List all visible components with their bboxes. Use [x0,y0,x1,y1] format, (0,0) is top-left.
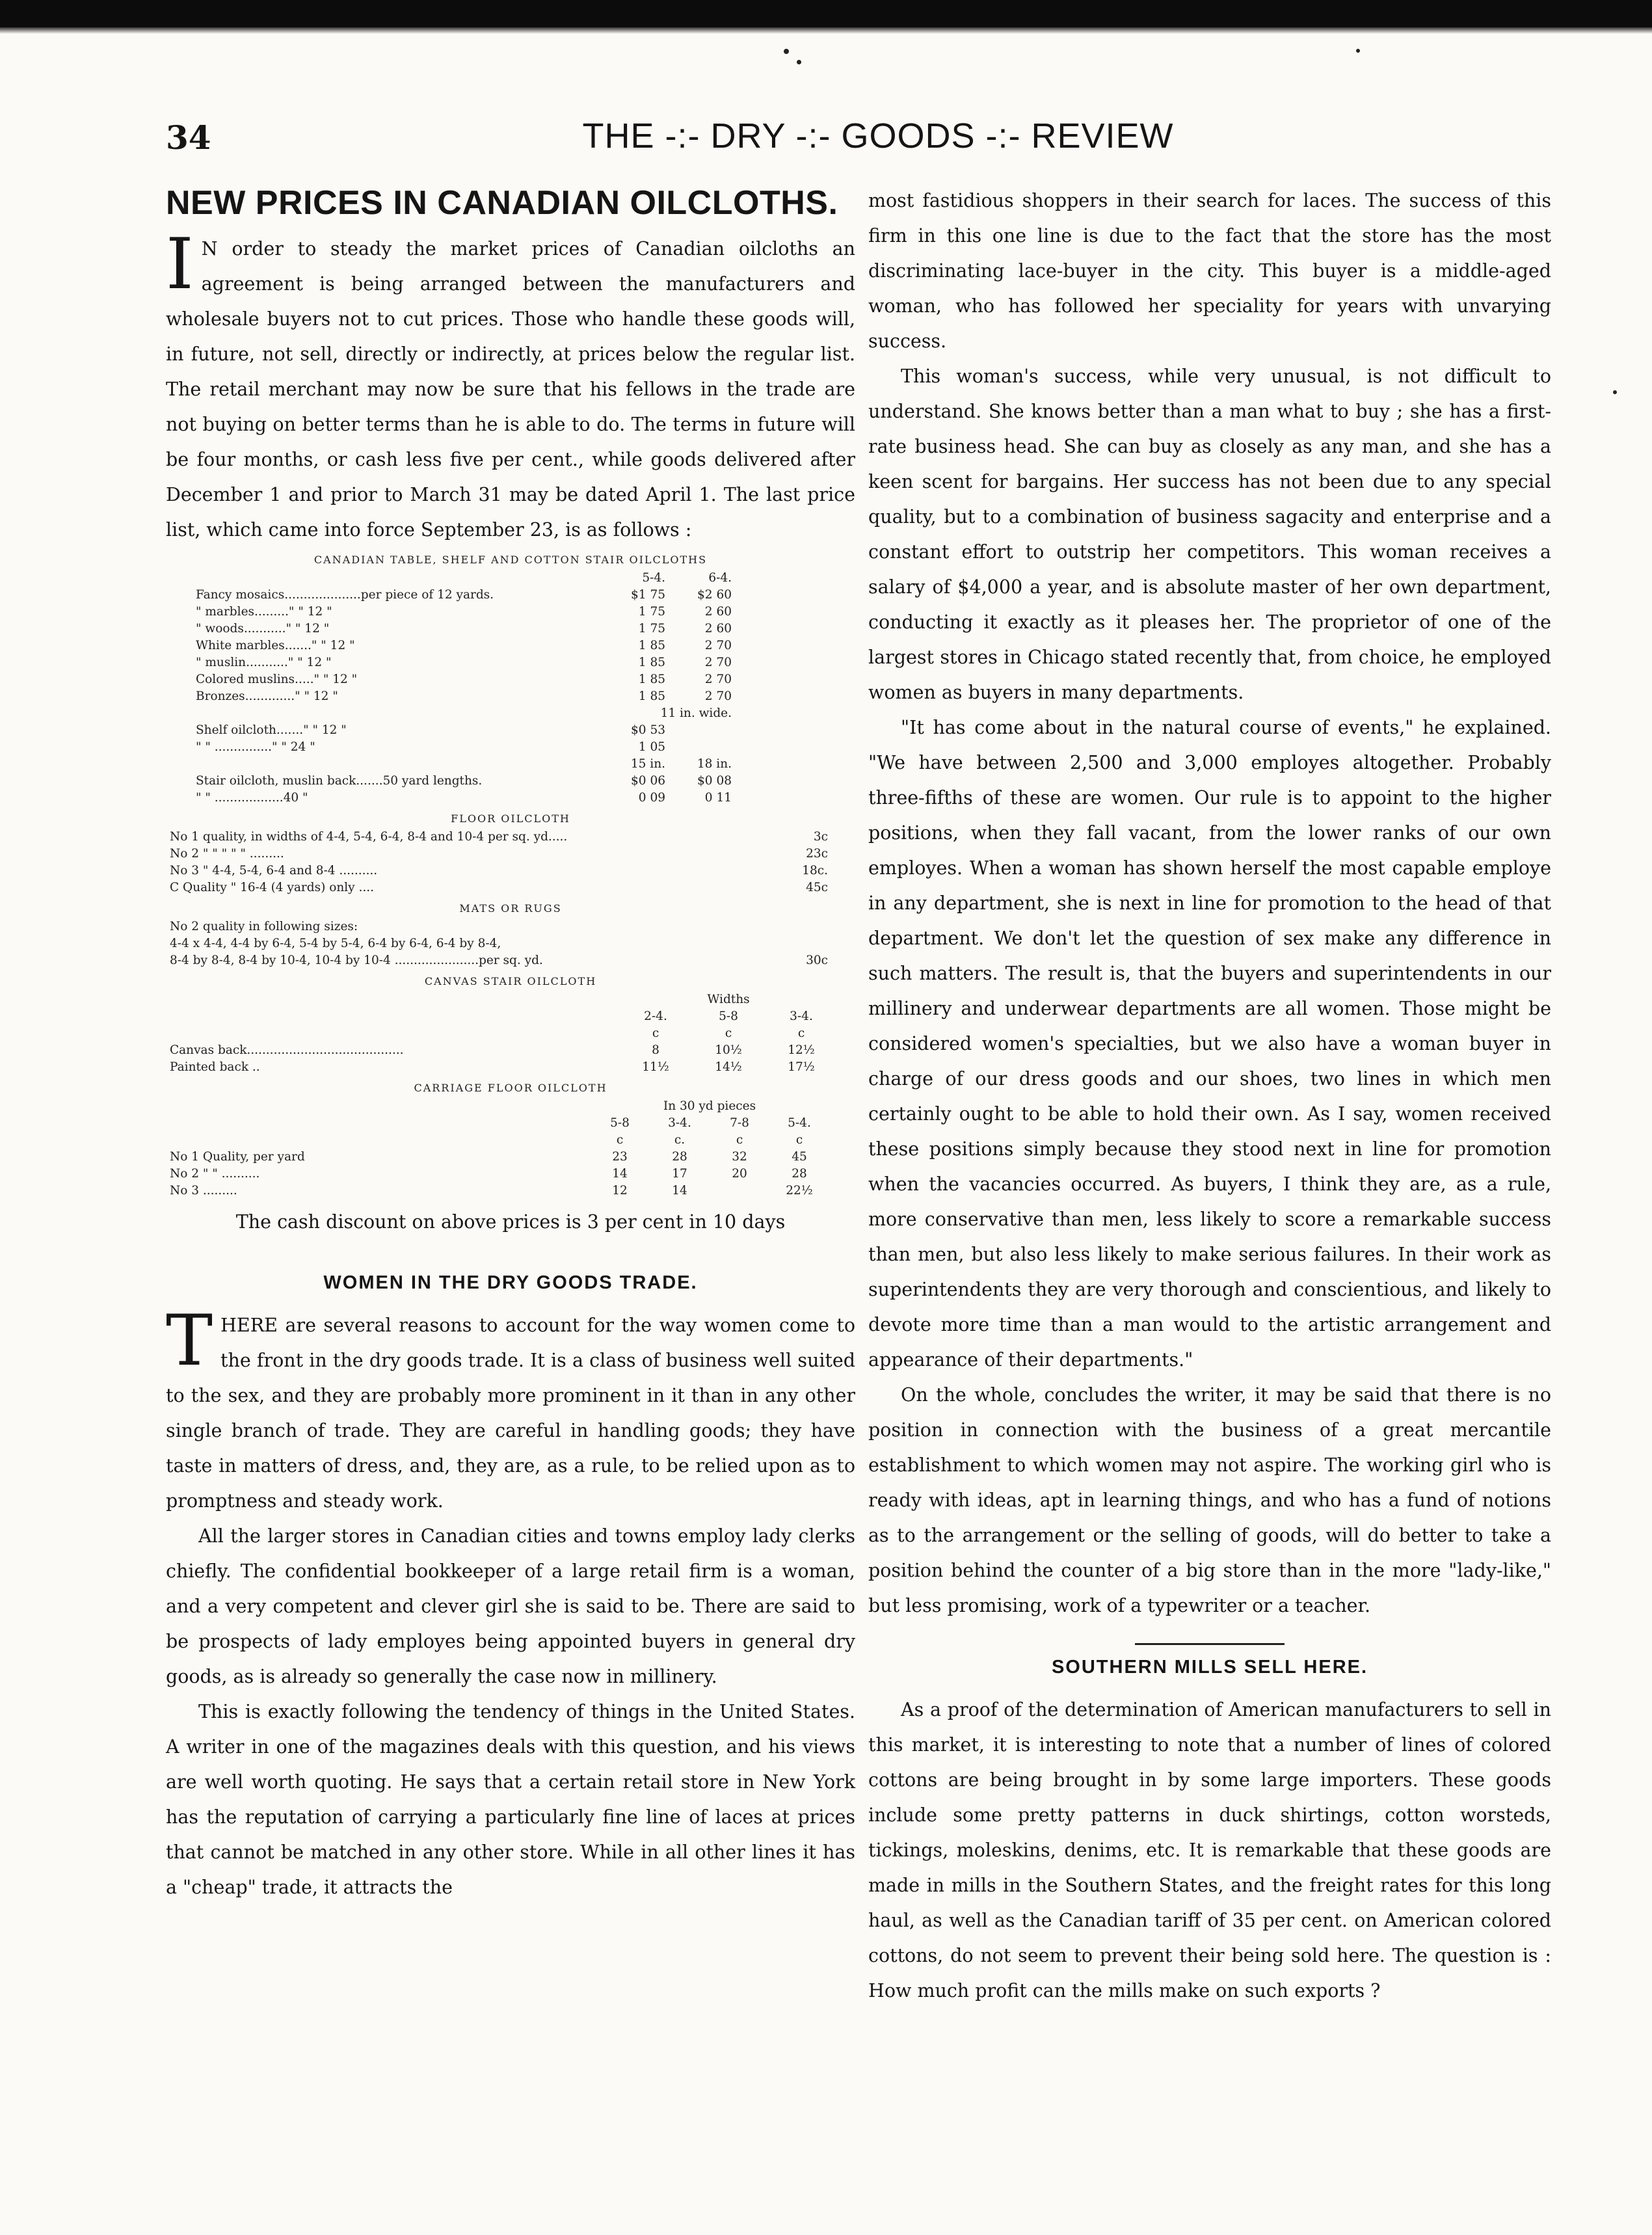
table-cell: 2 60 [704,605,732,619]
table-row [166,952,832,969]
table-cell: 23c [806,847,828,861]
table-cell: 0 11 [704,791,732,805]
southern-mills-paragraph: As a proof of the determination of American manufacturers to sell in this market, it is interesting to note that a number of lines of colored cottons are being brought in by some large importers. These goods include some pretty patterns in duck shirtings, cotton worsteds, tickings, moleskins, denims, etc. It is remarkable that these goods are made in mills in the Southern States, and the freight rates for this long haul, as well as the Canadian tariff of 35 per cent. on American colored cottons, do not seem to prevent their being sold here. The question is : How much profit can the mills make on such exports ? [868,1699,1551,2001]
article-headline-oilcloths: NEW PRICES IN CANADIAN OILCLOTHS. [166,184,838,222]
table-cell: 0 09 [638,791,665,805]
table-head-cell: 7-8 [730,1116,749,1130]
oilcloths-intro-paragraph [166,224,855,548]
table-row [192,654,736,671]
table-cell: 23 [612,1150,628,1164]
table-floor-oilcloth [166,829,832,896]
table-cell: 1 85 [638,673,665,686]
table-head-cell: c [736,1133,743,1147]
table-head-cell: c [725,1026,732,1040]
table-cell: 14½ [715,1060,742,1074]
table-head-cell: In 30 yd pieces [663,1099,756,1113]
table-cell: C Quality " 16-4 (4 yards) only .... [170,881,375,894]
table-cell: 12 [612,1184,628,1198]
table-cell: $0 08 [697,774,732,788]
table-cell: No 1 Quality, per yard [170,1150,305,1164]
table-head-cell: c [797,1026,805,1040]
table-row [166,1042,834,1059]
table-shelf-stair-oilcloths [192,570,736,807]
table-head-row [192,756,736,773]
table-head-cell: 5-8 [610,1116,630,1130]
women-paragraph-6: "It has come about in the natural course of events," he explained. "We have between 2,500 and 3,000 employes altogether. Probably three-fifths of these are women. Our rule is to appoint to the higher positions, when they fall vacant, from the lower ranks of our own employes. When a woman has shown herself the most capable employe in any department, she is next in line for promotion to the head of that department. We don't let the question of sex make any difference in such matters. The result is, that the buyers and superintendents in our millinery and underwear departments are all women. Those might be considered women's specialties, but we also have a woman buyer in charge of our dress goods and our shoes, two lines in which men certainly ought to be able to hold their own. As I say, women received these positions simply because they stood next in line for promotion when the vacancies occurred. As buyers, I think they are, as a rule, more conservative than men, less likely to score a remarkable success than men, but also less likely to make serious failures. In their work as superintendents they are very thorough and conscientious, and likely to devote more time than a man would to the artistic arrangement and appearance of their departments." [868,717,1551,1371]
table-head-cell [166,1008,622,1025]
table-cell: 22½ [786,1184,813,1198]
table-head-cell [166,1115,590,1132]
drop-cap-i: I [166,224,194,305]
table-cell: No 3 " 4-4, 5-4, 6-4 and 8-4 .......... [170,864,378,877]
table-note-row [192,705,736,722]
table-cell: Colored muslins....." " 12 " [196,673,358,686]
scan-speck [1613,390,1617,394]
table-title-floor: FLOOR OILCLOTH [451,812,570,825]
table-title-canvas: CANVAS STAIR OILCLOTH [424,975,597,987]
table-cell: 14 [672,1184,687,1198]
table-cell: No 2 quality in following sizes: [170,920,358,933]
table-cell: 10½ [715,1043,742,1057]
table-head-cell: 5-4. [788,1116,811,1130]
table-title-carriage: CARRIAGE FLOOR OILCLOTH [414,1082,607,1094]
table-cell: No 1 quality, in widths of 4-4, 5-4, 6-4, 8-4 and 10-4 per sq. yd..... [170,830,568,844]
table-row [166,1059,834,1076]
women-paragraph-7: On the whole, concludes the writer, it may be said that there is no position in connection with the business of a great mercantile establishment to which women may not aspire. The working girl who is ready with ideas, apt in learning things, and who has a fund of notions as to the arrangement or the selling of goods, will do better to take a position behind the counter of a big store than in the more "lady-like," but less promising, work of a typewriter or a teacher. [868,1384,1551,1616]
table-row [192,739,736,756]
table-cell: 2 70 [704,689,732,703]
table-cell: $2 60 [697,588,732,602]
table-cell: 17½ [788,1060,815,1074]
table-row [192,688,736,705]
right-column [868,183,1551,2009]
article-headline-women: WOMEN IN THE DRY GOODS TRADE. [323,1272,698,1293]
oilcloths-intro-text: N order to steady the market prices of Canadian oilcloths an agreement is being arranged between the manufacturers and wholesale buyers not to cut prices. Those who handle these goods will, in future, not sell, directly or indirectly, at prices below the regular list. The retail merchant may now be sure that his fellows in the trade are not buying on better terms than he is able to do. The terms in future will be four months, or cash less five per cent., while goods delivered after December 1 and prior to March 31 may be dated April 1. The last price list, which came into force September 23, is as follows : [166,238,855,541]
table-row [192,621,736,637]
table-cell: 4-4 x 4-4, 4-4 by 6-4, 5-4 by 5-4, 6-4 by 6-4, 6-4 by 8-4, [170,937,501,950]
table-cell: No 3 ......... [170,1184,237,1198]
table-cell: 1 85 [638,689,665,703]
table-head-cell: 3-4. [790,1010,813,1023]
table-row [166,879,832,896]
table-cell [669,722,736,739]
table-head-cell [166,1025,622,1042]
women-paragraph-4: most fastidious shoppers in their search for laces. The success of this firm in this one line is due to the fact that the store has the most discriminating lace-buyer in the city. This buyer is a middle-aged woman, who has followed her speciality for years with unvarying success. [868,190,1551,352]
table-head-cell: 5-8 [719,1010,738,1023]
table-cell: 17 [672,1167,687,1181]
table-row [192,722,736,739]
table-cell: 20 [732,1167,747,1181]
scan-speck [1356,49,1360,53]
table-row [166,1149,829,1166]
table-head-row [166,991,834,1008]
table-cell: 2 60 [704,622,732,636]
table-cell: 30c [806,954,828,967]
table-head-row [166,1025,834,1042]
table-cell: 45 [792,1150,807,1164]
table-cell: 1 05 [638,740,665,754]
drop-cap-t: T [166,1300,213,1382]
article-headline-southern-mills: SOUTHERN MILLS SELL HERE. [1051,1657,1368,1678]
width-note: 11 in. wide. [660,706,732,720]
table-cell: 11½ [642,1060,669,1074]
table-head-cell: c [795,1133,803,1147]
table-cell: " woods..........." " 12 " [196,622,330,636]
table-row [192,773,736,790]
section-divider [1135,1643,1285,1645]
table-cell: 3c [813,830,828,844]
table-head-cell: 5-4. [642,571,665,585]
table-cell: 28 [792,1167,807,1181]
table-row [166,1183,829,1199]
table-head-cell [166,1132,590,1149]
table-cell: Canvas back......................................... [170,1043,404,1057]
table-head-cell: c [652,1026,659,1040]
table-title-mats: MATS OR RUGS [459,902,562,915]
table-cell: " " ..............." " 24 " [196,740,315,754]
table-cell: $0 06 [631,774,665,788]
table-mats-rugs [166,918,832,969]
left-column [166,183,855,1905]
table-head-cell: c. [674,1133,686,1147]
table-cell: White marbles......." " 12 " [196,639,355,652]
table-cell: No 2 " " .......... [170,1167,260,1181]
scan-top-shadow [0,27,1652,34]
table-head-cell: c [616,1133,624,1147]
table-cell: " marbles........." " 12 " [196,605,332,619]
table-cell: 12½ [788,1043,815,1057]
table-row [166,846,832,863]
table-carriage-floor [166,1098,829,1199]
table-row [166,829,832,846]
women-paragraph-2: All the larger stores in Canadian cities and towns employ lady clerks chiefly. The confidential bookkeeper of a large retail firm is a woman, and a very competent and clever girl she is said to be. There are said to be prospects of lady employes being appointed buyers in general dry goods, as is already so generally the case now in millinery. [166,1525,855,1687]
scan-speck [784,49,789,54]
table-row [192,604,736,621]
table-head-cell [192,570,603,587]
table-title-table-shelf: CANADIAN TABLE, SHELF AND COTTON STAIR OILCLOTHS [313,554,708,566]
table-cell: 18c. [802,864,828,877]
women-paragraph-1-text: HERE are several reasons to account for the way women come to the front in the dry goods trade. It is a class of business well suited to the sex, and they are probably more prominent in it than in any other single branch of trade. They are careful in handling goods; they have taste in matters of dress, and, they are, as a rule, to be relied upon as to promptness and steady work. [166,1315,855,1512]
table-cell: No 2 " " " " " ......... [170,847,284,861]
table-cell: $1 75 [631,588,665,602]
table-cell: 1 75 [638,605,665,619]
table-head-row [166,1132,829,1149]
table-cell: 2 70 [704,639,732,652]
women-paragraph-3: This is exactly following the tendency of things in the United States. A writer in one of the magazines deals with this question, and his views are well worth quoting. He says that a certain retail store in New York has the reputation of carrying a particularly fine line of laces at prices that cannot be matched in any other store. While in all other lines it has a "cheap" trade, it attracts the [166,1701,855,1898]
price-list [166,552,855,1199]
table-row [166,1166,829,1183]
table-cell [669,739,736,756]
table-cell: " " ..................40 " [196,791,308,805]
table-head-cell: 6-4. [708,571,732,585]
table-cell: 8 [652,1043,659,1057]
table-head-row [166,1098,829,1115]
masthead: THE -:- DRY -:- GOODS -:- REVIEW [582,116,1174,155]
table-head-cell: 3-4. [668,1116,691,1130]
table-cell: 45c [806,881,828,894]
table-cell: 8-4 by 8-4, 8-4 by 10-4, 10-4 by 10-4 ......................per sq. yd. [170,954,543,967]
table-row [192,587,736,604]
table-cell: 2 70 [704,673,732,686]
table-head-row [166,1115,829,1132]
table-cell: 32 [732,1150,747,1164]
table-row [192,637,736,654]
table-cell: 28 [672,1150,687,1164]
table-cell: Stair oilcloth, muslin back.......50 yard lengths. [196,774,483,788]
women-paragraph-5: This woman's success, while very unusual, is not difficult to understand. She knows better than a man what to buy ; she has a first-rate business head. She can buy as closely as any man, and she has a keen scent for bargains. Her success has not been due to any special quality, but to a combination of business sagacity and enterprise and a constant effort to outstrip her competitors. This woman receives a salary of $4,000 a year, and is absolute master of her own department, conducting it exactly as it pleases her. The proprietor of one of the largest stores in Chicago stated recently that, from choice, he employed women as buyers in many departments. [868,366,1551,703]
table-head-cell: Widths [707,993,750,1006]
cash-discount-note: The cash discount on above prices is 3 per cent in 10 days [235,1211,786,1233]
table-head-cell: 15 in. [630,757,665,771]
table-head-row [192,570,736,587]
table-head-row [166,1008,834,1025]
table-cell: 1 75 [638,622,665,636]
table-cell: Painted back .. [170,1060,260,1074]
table-cell: Shelf oilcloth......." " 12 " [196,723,347,737]
table-head-cell: 2-4. [644,1010,667,1023]
table-cell: Bronzes............." " 12 " [196,689,338,703]
table-row [192,790,736,807]
table-row [192,671,736,688]
table-row [166,918,832,935]
table-cell: 2 70 [704,656,732,669]
table-head-cell: 18 in. [697,757,732,771]
table-cell: $0 53 [631,723,665,737]
table-row [166,863,832,879]
table-cell [710,1183,769,1199]
table-cell: 1 85 [638,639,665,652]
table-row [166,935,832,952]
table-cell: 14 [612,1167,628,1181]
table-cell: 1 85 [638,656,665,669]
scan-speck [797,60,801,64]
table-canvas-stair [166,991,834,1076]
women-paragraph-1 [166,1300,855,1519]
table-cell: " muslin..........." " 12 " [196,656,332,669]
table-cell: Fancy mosaics....................per piece of 12 yards. [196,588,494,602]
page-number: 34 [166,118,211,157]
scan-top-border [0,0,1652,27]
